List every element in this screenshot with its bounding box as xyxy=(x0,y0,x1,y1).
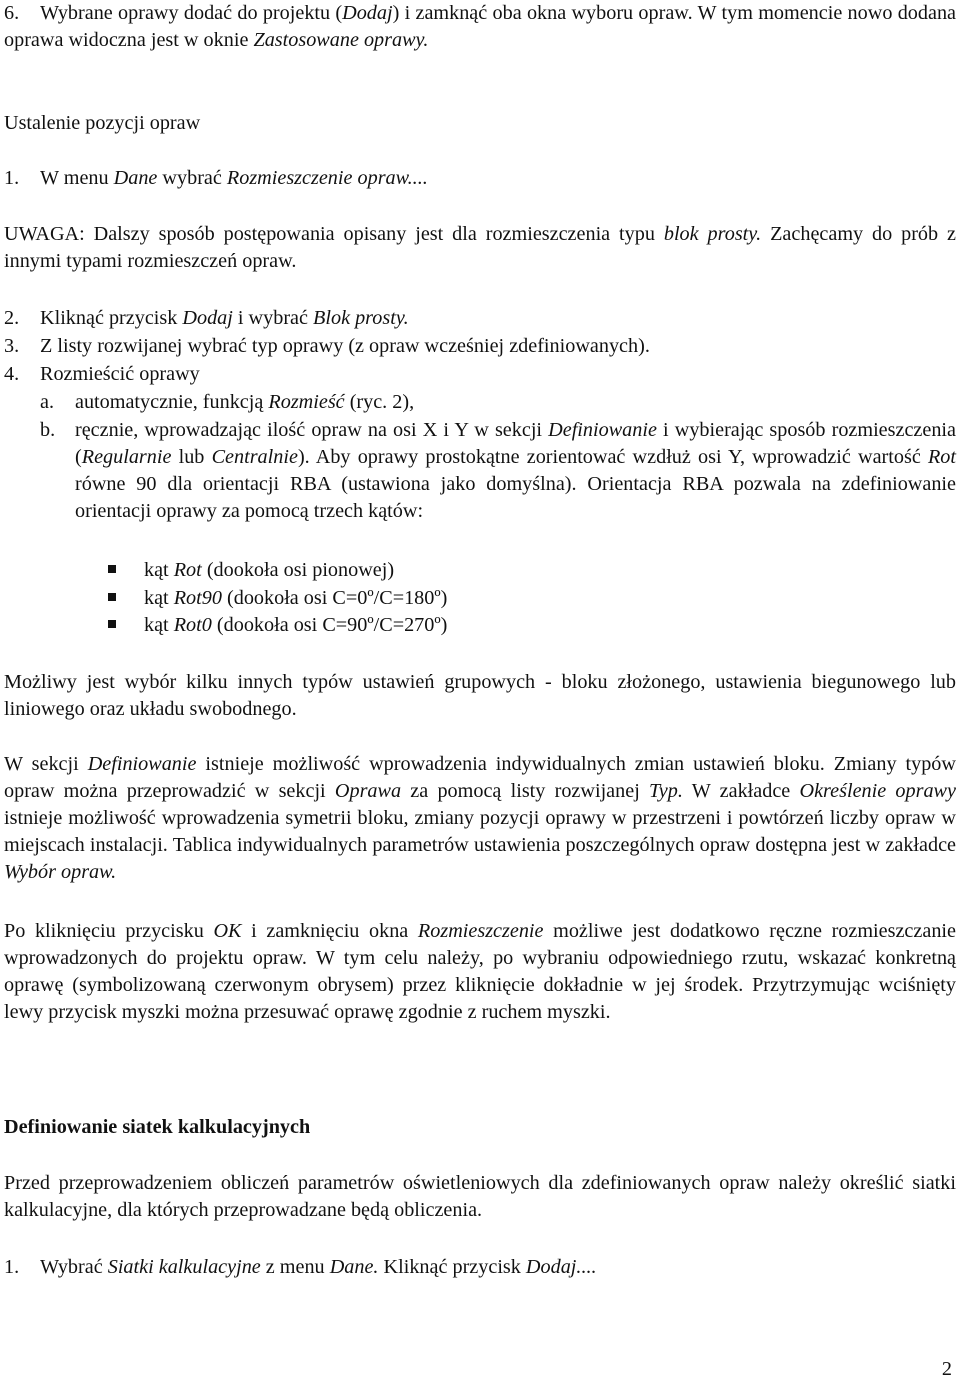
sub-item-b: ręcznie, wprowadzając ilość opraw na osi X i Y w sekcji Definiowanie i wybierając sposób rozmieszczenia (Regularnie lub Centralnie). Aby oprawy prostokątne zorientować wzdłuż osi Y, wprowadzić wartość Rot równe 90 dla orientacji RBA (ustawiona jako domyślna). Orientacja RBA pozwala na zdefiniowanie orientacji oprawy za pomocą trzech kątów: xyxy=(75,419,957,522)
sub-item-b-label: b. xyxy=(40,419,56,441)
section-heading-grids: Definiowanie siatek kalkulacyjnych xyxy=(4,1116,311,1138)
grid-step-1: 1. Wybrać Siatki kalkulacyjne z menu Dane. Kliknąć przycisk Dodaj.... xyxy=(4,1256,597,1278)
bullet-item: kąt Rot0 (dookoła osi C=90º/C=270º) xyxy=(108,612,447,639)
list-number: 6. xyxy=(4,2,20,24)
square-bullet-icon xyxy=(108,620,116,628)
bullet-item: kąt Rot90 (dookoła osi C=0º/C=180º) xyxy=(108,585,447,612)
sub-item-a: automatycznie, funkcją Rozmieść (ryc. 2), xyxy=(75,391,415,413)
step-1: 1. W menu Dane wybrać Rozmieszczenie opraw.... xyxy=(4,167,428,189)
square-bullet-icon xyxy=(108,565,116,573)
paragraph-grids: Przed przeprowadzeniem obliczeń parametrów oświetleniowych dla zdefiniowanych opraw należy określić siatki kalkulacyjne, dla których przeprowadzane będą obliczenia. xyxy=(4,1172,956,1221)
page-number: 2 xyxy=(941,1358,952,1380)
step-2: 2. Kliknąć przycisk Dodaj i wybrać Blok prosty. xyxy=(4,307,409,329)
step-4: 4. Rozmieścić oprawy xyxy=(4,363,200,385)
section-heading-position: Ustalenie pozycji opraw xyxy=(4,112,201,134)
list-item-6: 6. Wybrane oprawy dodać do projektu (Dodaj) i zamknąć oba okna wyboru opraw. W tym momencie nowo dodana oprawa widoczna jest w oknie Zastosowane oprawy. xyxy=(4,2,956,51)
paragraph-ok: Po kliknięciu przycisku OK i zamknięciu okna Rozmieszczenie możliwe jest dodatkowo ręczne rozmieszczanie wprowadzonych do projektu opraw. W tym celu należy, po wybraniu odpowiedniego rzutu, wskazać konkretną oprawę (symbolizowaną czerwonym obrysem) przez kliknięcie dokładnie w jej środek. Przytrzymując wciśnięty lewy przycisk myszki można przesuwać oprawę zgodnie z ruchem myszki. xyxy=(4,920,956,1023)
note-paragraph: UWAGA: Dalszy sposób postępowania opisany jest dla rozmieszczenia typu blok prosty. Zachęcamy do prób z innymi typami rozmieszczeń opraw. xyxy=(4,223,956,272)
square-bullet-icon xyxy=(108,593,116,601)
step-3: 3. Z listy rozwijanej wybrać typ oprawy (z opraw wcześniej zdefiniowanych). xyxy=(4,335,650,357)
bullet-item: kąt Rot (dookoła osi pionowej) xyxy=(108,557,394,584)
paragraph-other-layouts: Możliwy jest wybór kilku innych typów ustawień grupowych - bloku złożonego, ustawienia biegunowego lub liniowego oraz układu swobodnego. xyxy=(4,671,956,720)
paragraph-definiowanie: W sekcji Definiowanie istnieje możliwość wprowadzenia indywidualnych zmian ustawień bloku. Zmiany typów opraw można przeprowadzić w sekcji Oprawa za pomocą listy rozwijanej Typ. W zakładce Określenie oprawy istnieje możliwość wprowadzenia symetrii bloku, zmiany pozycji oprawy w przestrzeni i powtórzeń liczby opraw w miejscach instalacji. Tablica indywidualnych parametrów ustawienia poszczególnych opraw dostępna jest w zakładce Wybór opraw. xyxy=(4,753,956,883)
sub-item-a-label: a. xyxy=(40,391,55,413)
